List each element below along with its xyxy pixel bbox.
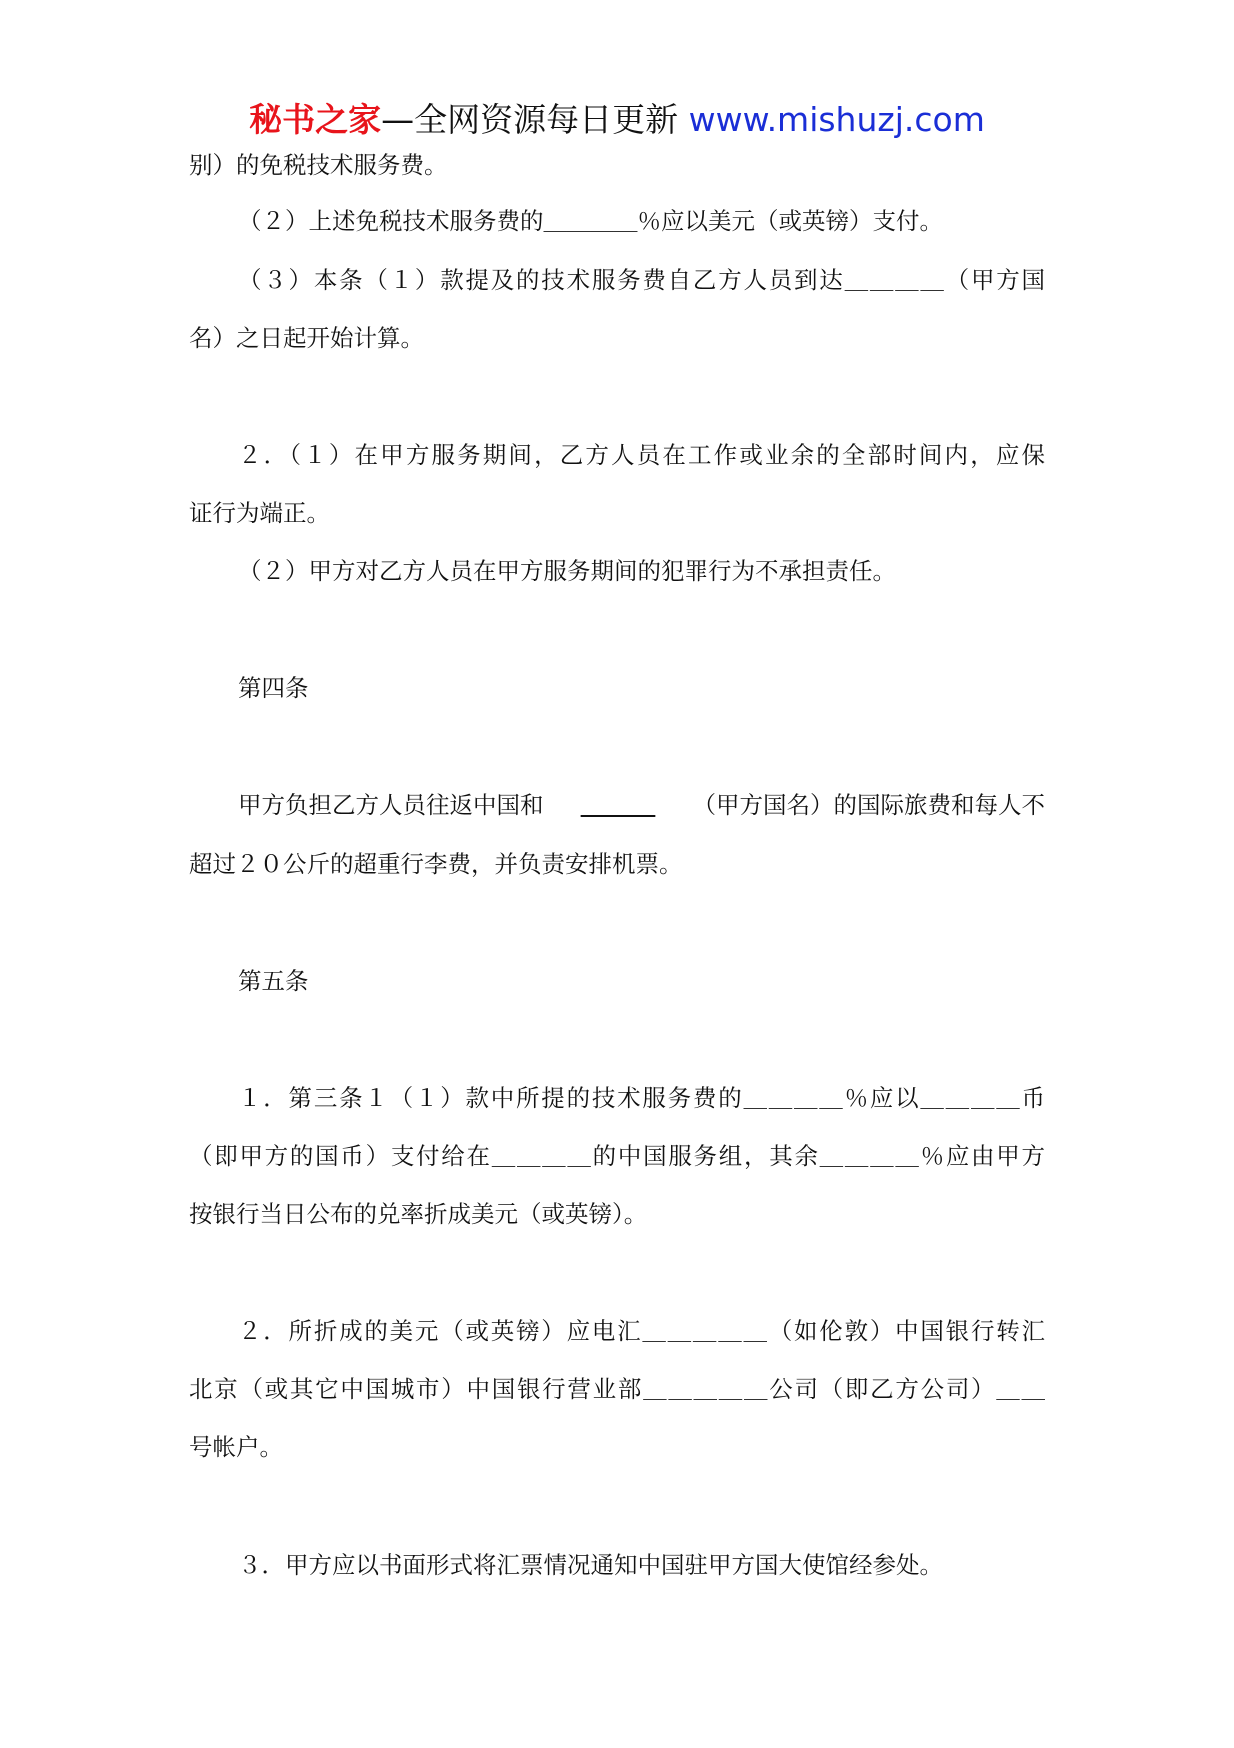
- header-slogan: —全网资源每日更新: [381, 100, 679, 139]
- paragraph-line: １．第三条１（１）款中所提的技术服务费的＿＿＿＿％应以＿＿＿＿币: [238, 1084, 1045, 1112]
- paragraph-line: 证行为端正。: [189, 499, 330, 527]
- paragraph-line: 北京（或其它中国城市）中国银行营业部＿＿＿＿＿公司（即乙方公司）＿＿: [189, 1375, 1045, 1403]
- brand-name: 秘书之家: [249, 100, 382, 139]
- paragraph-line: （３）本条（１）款提及的技术服务费自乙方人员到达＿＿＿＿（甲方国: [238, 266, 1045, 294]
- fill-blank: [581, 790, 656, 820]
- paragraph-line: ２．（１）在甲方服务期间，乙方人员在工作或业余的全部时间内，应保: [238, 441, 1045, 469]
- paragraph-line: 名）之日起开始计算。: [189, 324, 424, 352]
- paragraph-segment: （甲方国名）的国际旅费和每人不: [692, 791, 1045, 819]
- paragraph-line: （即甲方的国币）支付给在＿＿＿＿的中国服务组，其余＿＿＿＿％应由甲方: [189, 1142, 1045, 1170]
- section-heading: 第四条: [238, 674, 309, 702]
- paragraph-segment: 甲方负担乙方人员往返中国和: [238, 791, 544, 819]
- paragraph-line: （２）甲方对乙方人员在甲方服务期间的犯罪行为不承担责任。: [238, 557, 896, 585]
- header-url[interactable]: www.mishuzj.com: [688, 100, 985, 139]
- paragraph-line: 按银行当日公布的兑率折成美元（或英镑）。: [189, 1200, 648, 1228]
- paragraph-line: [238, 790, 1045, 820]
- paragraph-line: （２）上述免税技术服务费的＿＿＿＿％应以美元（或英镑）支付。: [238, 207, 943, 235]
- paragraph-line: ３．甲方应以书面形式将汇票情况通知中国驻甲方国大使馆经参处。: [238, 1551, 943, 1579]
- page-header: [0, 100, 1234, 140]
- paragraph-line: ２．所折成的美元（或英镑）应电汇＿＿＿＿＿（如伦敦）中国银行转汇: [238, 1317, 1045, 1345]
- paragraph-line: 超过２０公斤的超重行李费，并负责安排机票。: [189, 850, 683, 878]
- section-heading: 第五条: [238, 967, 309, 995]
- paragraph-line: 别）的免税技术服务费。: [189, 151, 448, 179]
- paragraph-line: 号帐户。: [189, 1433, 283, 1461]
